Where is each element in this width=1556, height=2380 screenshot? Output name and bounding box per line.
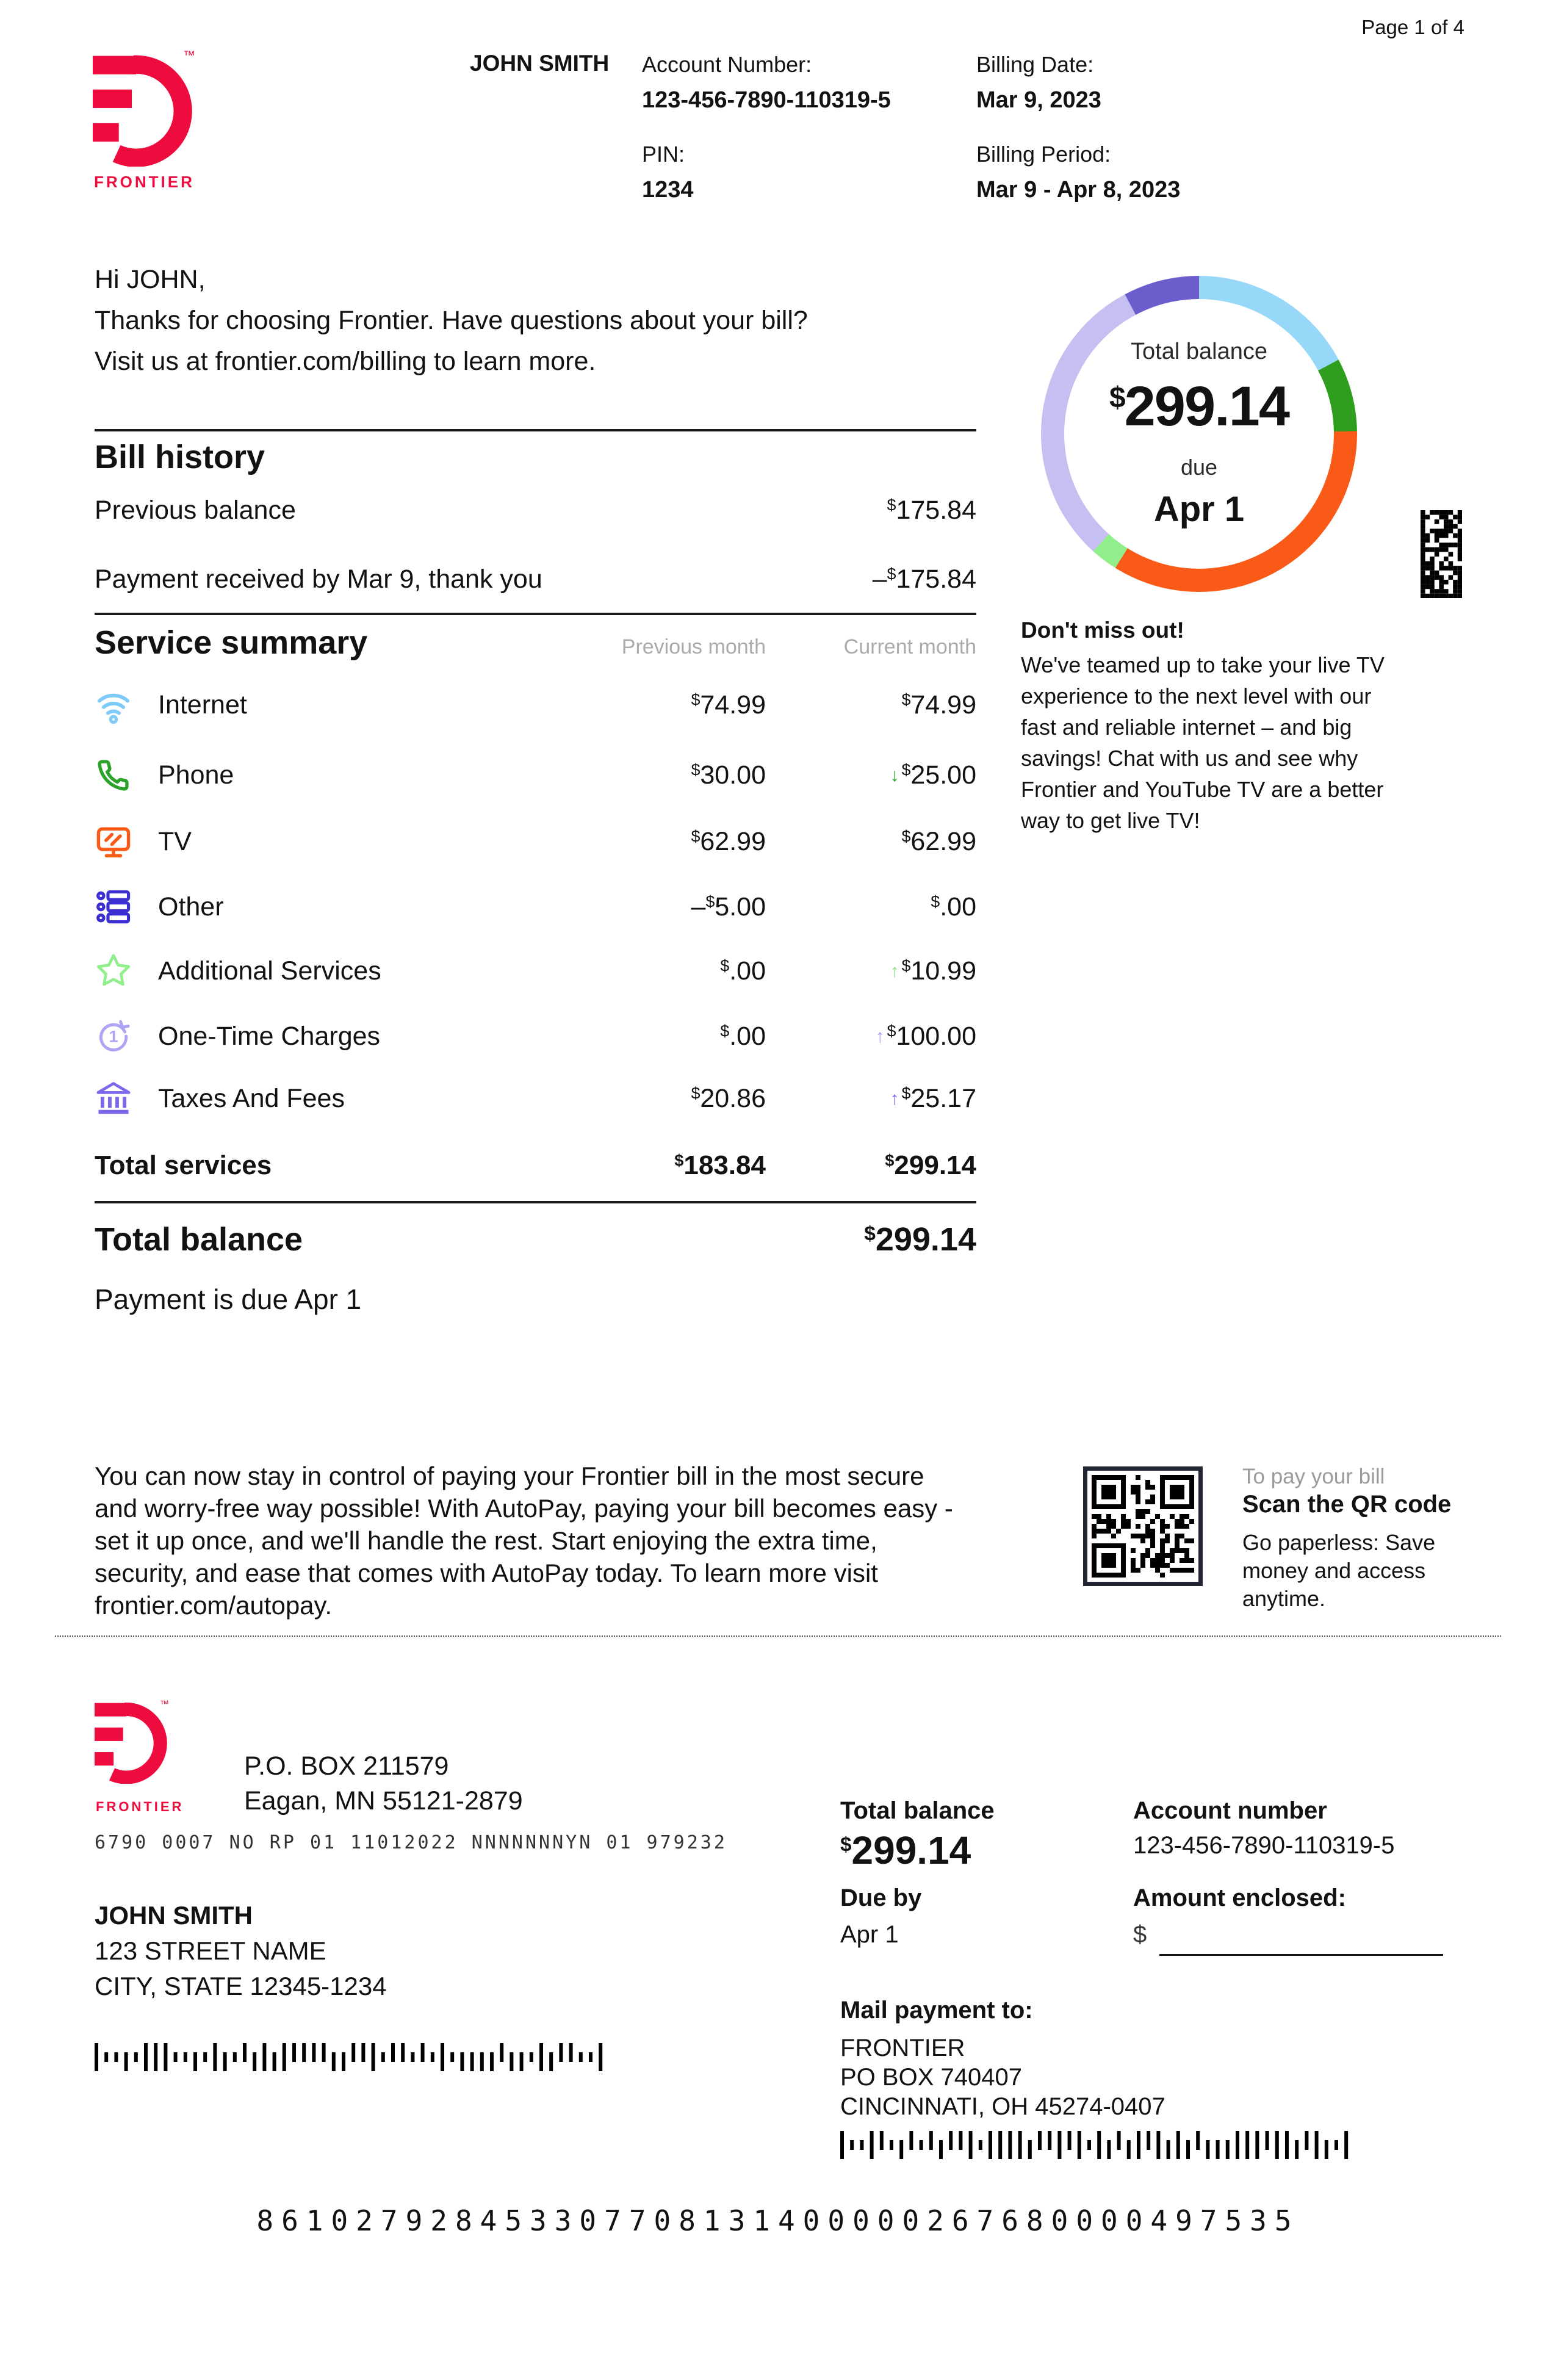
amount-value: 74.99 [700,690,766,719]
current-month-column-header: Current month [843,635,976,658]
pin-label: PIN: [642,142,685,167]
trend-arrow: ↑ [890,961,899,981]
pin-value: 1234 [642,177,694,203]
phone-icon [95,756,137,794]
amount-enclosed-write-line [1159,1922,1443,1956]
service-prev-amount [583,956,766,986]
balance-donut-chart [1041,276,1357,592]
service-prev-amount [583,760,766,790]
currency-symbol: $ [705,892,715,911]
account-number-value: 123-456-7890-110319-5 [642,87,891,113]
service-label: TV [158,826,192,856]
balance-donut-center [1064,299,1334,569]
addressee-city: CITY, STATE 12345-1234 [95,1972,387,2000]
amount-value: 20.86 [700,1083,766,1113]
amount-value: 299.14 [875,1221,976,1258]
service-curr-amount [766,827,976,857]
bill-history-title: Bill history [95,439,265,475]
frontier-logo-icon-stub [95,1701,177,1784]
customer-name: JOHN SMITH [470,51,610,76]
amount-enclosed-label: Amount enclosed: [1133,1884,1346,1911]
currency-symbol: $ [887,1022,896,1040]
service-curr-amount [766,1022,976,1051]
promo-title: Don't miss out! [1021,618,1184,643]
service-curr-amount [766,760,976,790]
due-by-value: Apr 1 [840,1921,899,1948]
divider [95,429,976,431]
currency-symbol: $ [901,956,911,975]
currency-symbol: $ [887,496,896,514]
currency-symbol: $ [901,760,911,779]
amount-value: 299.14 [894,1150,976,1180]
due-by-label: Due by [840,1884,922,1911]
billing-period-value: Mar 9 - Apr 8, 2023 [976,177,1181,203]
amount-value: 183.84 [683,1150,766,1180]
service-curr-amount [766,690,976,720]
currency-symbol: $ [840,1833,852,1856]
billing-date-value: Mar 9, 2023 [976,87,1101,113]
row-label: Payment received by Mar 9, thank you [95,564,542,594]
total-services-label: Total services [95,1150,272,1180]
donut-due-label: due [1180,454,1218,480]
amount-value: 299.14 [851,1828,971,1872]
po-box-line: P.O. BOX 211579 [244,1751,449,1781]
qr-body: Go paperless: Save money and access anytime. [1242,1530,1436,1611]
service-prev-amount [583,1084,766,1114]
account-number-label: Account Number: [642,52,812,77]
total-services-prev [583,1150,766,1181]
trend-arrow: ↑ [875,1026,885,1047]
total-services-curr [766,1150,976,1181]
svg-text:1: 1 [109,1026,118,1046]
amount-value: 175.84 [896,564,976,594]
amount-sign: – [691,892,706,921]
trend-arrow: ↓ [890,765,899,785]
service-label: Additional Services [158,956,381,986]
amount-value: 25.00 [910,760,976,790]
currency-symbol: $ [864,1222,876,1246]
service-row-phone [95,751,976,799]
amount-value: 100.00 [896,1021,976,1051]
mail-payment-to-label: Mail payment to: [840,1997,1033,2024]
amount-enclosed-currency: $ [1133,1921,1147,1948]
total-balance-label: Total balance [95,1221,303,1258]
amount-value: .00 [729,1021,766,1051]
service-prev-amount [583,827,766,857]
qr-kicker: To pay your bill [1242,1465,1385,1488]
stub-total-balance-amount [840,1828,971,1873]
donut-amount-value: 299.14 [1124,375,1289,438]
divider [95,1201,976,1203]
payment-due-note: Payment is due Apr 1 [95,1283,362,1315]
amount-value: 30.00 [700,760,766,790]
greeting [95,259,808,382]
mail-to-line: PO BOX 740407 [840,2064,1022,2091]
data-matrix-barcode [1421,510,1462,598]
amount-value: 175.84 [896,496,976,525]
service-prev-amount [583,690,766,720]
mail-payment-to-address [840,2033,1165,2121]
currency-symbol: $ [901,690,911,709]
page-indicator: Page 1 of 4 [1361,16,1464,38]
service-row-tv [95,818,976,865]
service-summary-header [95,624,976,662]
stub-account-number-label: Account number [1133,1797,1327,1824]
service-row-other [95,883,976,931]
donut-due-date: Apr 1 [1153,489,1245,529]
row-amount [873,564,976,594]
trend-arrow: ↑ [890,1088,899,1109]
mail-to-line: CINCINNATI, OH 45274-0407 [840,2093,1165,2120]
previous-month-column-header: Previous month [621,635,766,658]
service-curr-amount [766,956,976,986]
amount-value: 10.99 [910,956,976,986]
amount-value: .00 [940,892,976,921]
currency-symbol: $ [1109,381,1125,414]
autopay-paragraph: You can now stay in control of paying your Frontier bill in the most secure and worry-free way possible! With AutoPay, paying your bill becomes easy -set it up once, and we'll handle the rest. Start enjoying the extra time, security, and ease that comes with AutoPay today. To learn more visit frontier.com/autopay. [95,1462,953,1620]
currency-symbol: $ [901,827,911,846]
service-prev-amount [583,1022,766,1051]
total-balance-row [95,1221,976,1258]
currency-symbol: $ [885,1150,895,1170]
addressee-name: JOHN SMITH [95,1901,253,1930]
currency-symbol: $ [674,1150,684,1170]
billing-date-label: Billing Date: [976,52,1094,77]
service-row-additional [95,947,976,995]
mailing-code-line: 6790 0007 NO RP 01 11012022 NNNNNNNYN 01 979232 [95,1832,727,1853]
billing-period-label: Billing Period: [976,142,1111,167]
divider [95,613,976,615]
remit-from-address [244,1749,523,1819]
currency-symbol: $ [720,956,730,975]
amount-value: 62.99 [700,826,766,856]
row-label: Previous balance [95,496,296,525]
currency-symbol: $ [691,827,701,846]
wifi-icon [95,686,137,724]
addressee-block [95,1898,387,2004]
amount-value: 74.99 [910,690,976,719]
intelligent-mail-barcode [95,2043,608,2071]
amount-value: 25.17 [910,1083,976,1113]
donut-balance-label: Total balance [1131,338,1267,364]
stub-total-balance-label: Total balance [840,1797,995,1824]
perforation-divider [55,1635,1501,1637]
greeting-line: Thanks for choosing Frontier. Have questions about your bill? [95,306,808,335]
service-label: Taxes And Fees [158,1083,345,1113]
greeting-line: Hi JOHN, [95,265,206,294]
total-balance-amount [864,1221,976,1258]
tv-icon [95,823,137,860]
bank-icon [95,1080,137,1117]
amount-value: 62.99 [910,826,976,856]
frontier-wordmark-stub: FRONTIER [96,1799,184,1814]
trademark-symbol: ™ [183,49,195,62]
currency-symbol: $ [720,1022,730,1040]
intelligent-mail-barcode [840,2131,1354,2159]
stub-account-number-value: 123-456-7890-110319-5 [1133,1832,1395,1859]
service-curr-amount [766,1084,976,1114]
amount-sign: – [872,564,887,594]
amount-value: 5.00 [715,892,766,921]
amount-value: .00 [729,956,766,986]
greeting-line: Visit us at frontier.com/billing to learn more. [95,347,596,376]
star-icon [95,952,137,990]
service-row-taxes [95,1075,976,1122]
currency-symbol: $ [691,690,701,709]
bill-history-row [95,564,976,594]
service-label: Internet [158,690,247,719]
mail-to-line: FRONTIER [840,2035,965,2061]
frontier-wordmark: FRONTIER [94,173,195,191]
promo-block [1021,618,1399,836]
total-services-row [95,1150,976,1181]
donut-balance-amount [1109,375,1289,439]
ocr-scan-line: 861027928453307708131400000267680000497535 [256,2204,1300,2237]
list-icon [95,888,137,926]
currency-symbol: $ [691,1084,701,1103]
service-row-internet [95,681,976,729]
currency-symbol: $ [931,892,940,911]
service-summary-title: Service summary [95,624,368,661]
currency-symbol: $ [887,564,896,583]
trademark-symbol: ™ [160,1699,169,1709]
qr-title: Scan the QR code [1242,1491,1452,1518]
currency-symbol: $ [901,1084,911,1103]
one-time-icon [95,1017,137,1055]
service-prev-amount [583,892,766,922]
service-label: One-Time Charges [158,1021,381,1051]
frontier-logo-icon [93,54,206,167]
qr-code [1083,1466,1203,1586]
service-label: Phone [158,760,234,790]
service-curr-amount [766,892,976,922]
service-label: Other [158,892,224,921]
bill-history-row [95,496,976,525]
currency-symbol: $ [691,760,701,779]
po-box-line: Eagan, MN 55121-2879 [244,1786,523,1816]
row-amount [887,496,976,525]
addressee-street: 123 STREET NAME [95,1936,326,1965]
promo-body: We've teamed up to take your live TV experience to the next level with our fast and reliable internet – and big savings! Chat with us and see why Frontier and YouTube TV are a better way to get live TV! [1021,652,1385,833]
service-row-one-time [95,1012,976,1060]
